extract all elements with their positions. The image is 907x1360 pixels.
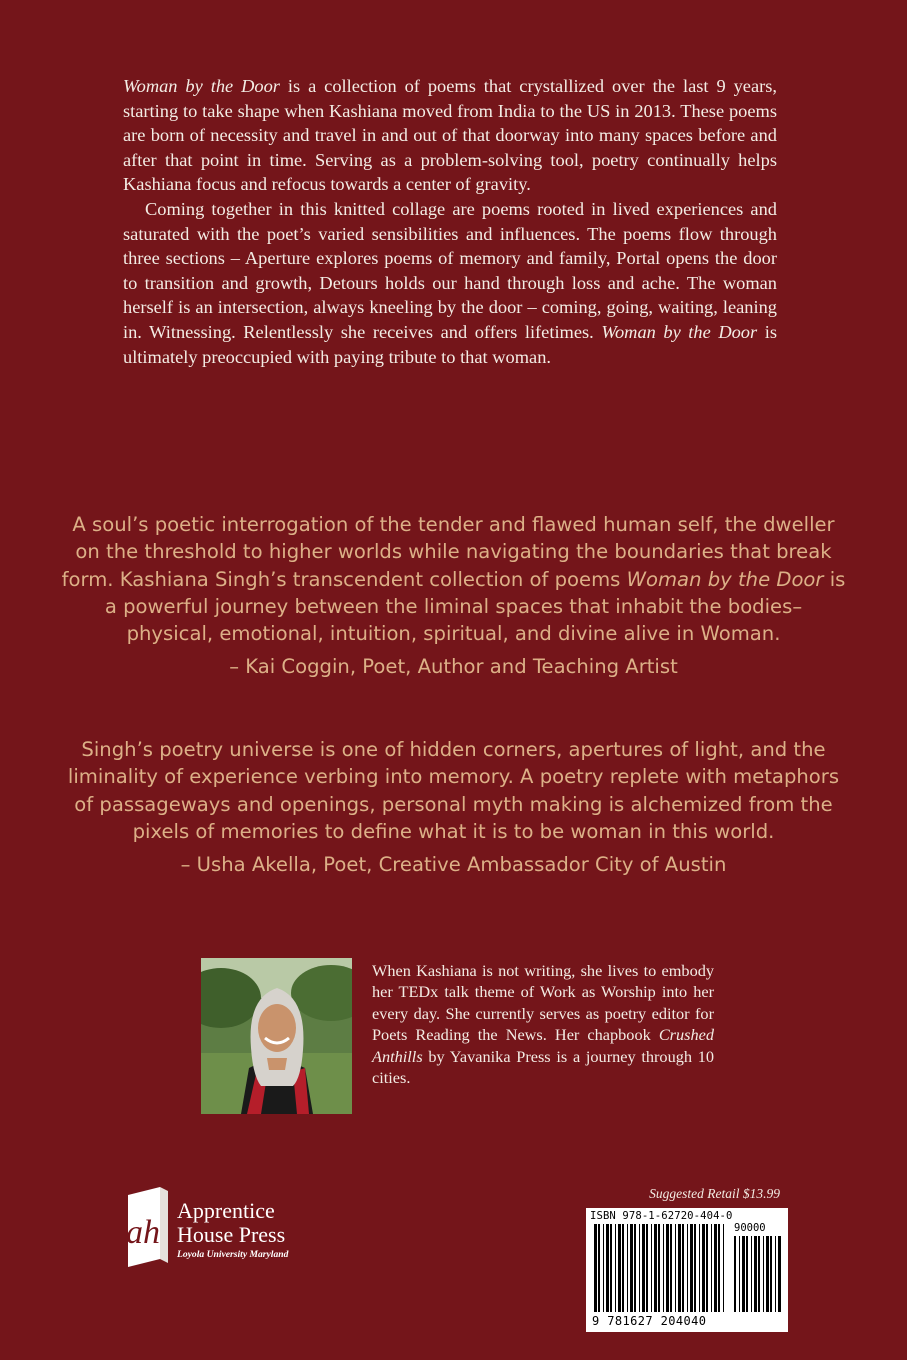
publisher-name: Apprentice House Press (177, 1198, 286, 1247)
svg-text:ah: ah (126, 1214, 160, 1251)
author-photo (201, 958, 352, 1114)
quote-text: Singh’s poetry universe is one of hidden corners, apertures of light, and the liminality of experience verbing into memory. A poetry replete with metaphors of passageways and openings, personal myth making is alchemized from the pixels of memories to define what it is to be woman in this world. (67, 738, 840, 843)
quote-text: A soul’s poetic interrogation of the tender and flawed human self, the dweller on the threshold to higher worlds while navigating the boundaries that break form. Kashiana Singh’s transcendent collection of poems Woman by the Door is a powerful journey between the liminal spaces that inhabit the bodies– physical, emotional, intuition, spiritual, and divine alive in Woman. (61, 513, 846, 646)
book-title: Woman by the Door (123, 76, 280, 96)
author-bio: When Kashiana is not writing, she lives to embody her TEDx talk theme of Work as Worship into her every day. She currently serves as poetry editor for Poets Reading the News. Her chapbook Crushed Anthills by Yavanika Press is a journey through 10 cities. (372, 961, 714, 1088)
barcode-digits: 9 781627 204040 (592, 1314, 707, 1328)
suggested-retail-price: Suggested Retail $13.99 (649, 1186, 780, 1201)
book-title: Woman by the Door (601, 321, 758, 342)
praise-quote-2 (60, 736, 847, 878)
isbn-barcode (586, 1208, 788, 1332)
isbn-label: ISBN 978-1-62720-404-0 (590, 1210, 733, 1222)
chapbook-title: Crushed Anthills (372, 1025, 714, 1066)
quote-attribution: – Kai Coggin, Poet, Author and Teaching Artist (229, 655, 678, 679)
publisher-logo (126, 1185, 326, 1275)
description-paragraph-2: Coming together in this knitted collage are poems rooted in lived experiences and saturated with the poet’s varied sensibilities and influences. The poems flow through three sections – Aperture explores poems of memory and family, Portal opens the door to transition and growth, Detours holds our hand through loss and ache. The woman herself is an intersection, always kneeling by the door – coming, going, waiting, leaning in. Witnessing. Relentlessly she receives and offers lifetimes. Woman by the Door is ultimately preoccupied with paying tribute to that woman. (123, 198, 777, 367)
praise-quote-1 (60, 511, 847, 681)
book-logo-icon (126, 1185, 170, 1269)
publisher-university: Loyola University Maryland (177, 1249, 289, 1260)
book-description (123, 74, 777, 369)
price-addon-code: 90000 (734, 1222, 766, 1234)
quote-attribution: – Usha Akella, Poet, Creative Ambassador City of Austin (180, 853, 727, 877)
description-paragraph-1: Woman by the Door is a collection of poems that crystallized over the last 9 years, starting to take shape when Kashiana moved from India to the US in 2013. These poems are born of necessity and travel in and out of that doorway into many spaces before and after that point in time. Serving as a problem-solving tool, poetry continually helps Kashiana focus and refocus towards a center of gravity. (123, 76, 777, 195)
